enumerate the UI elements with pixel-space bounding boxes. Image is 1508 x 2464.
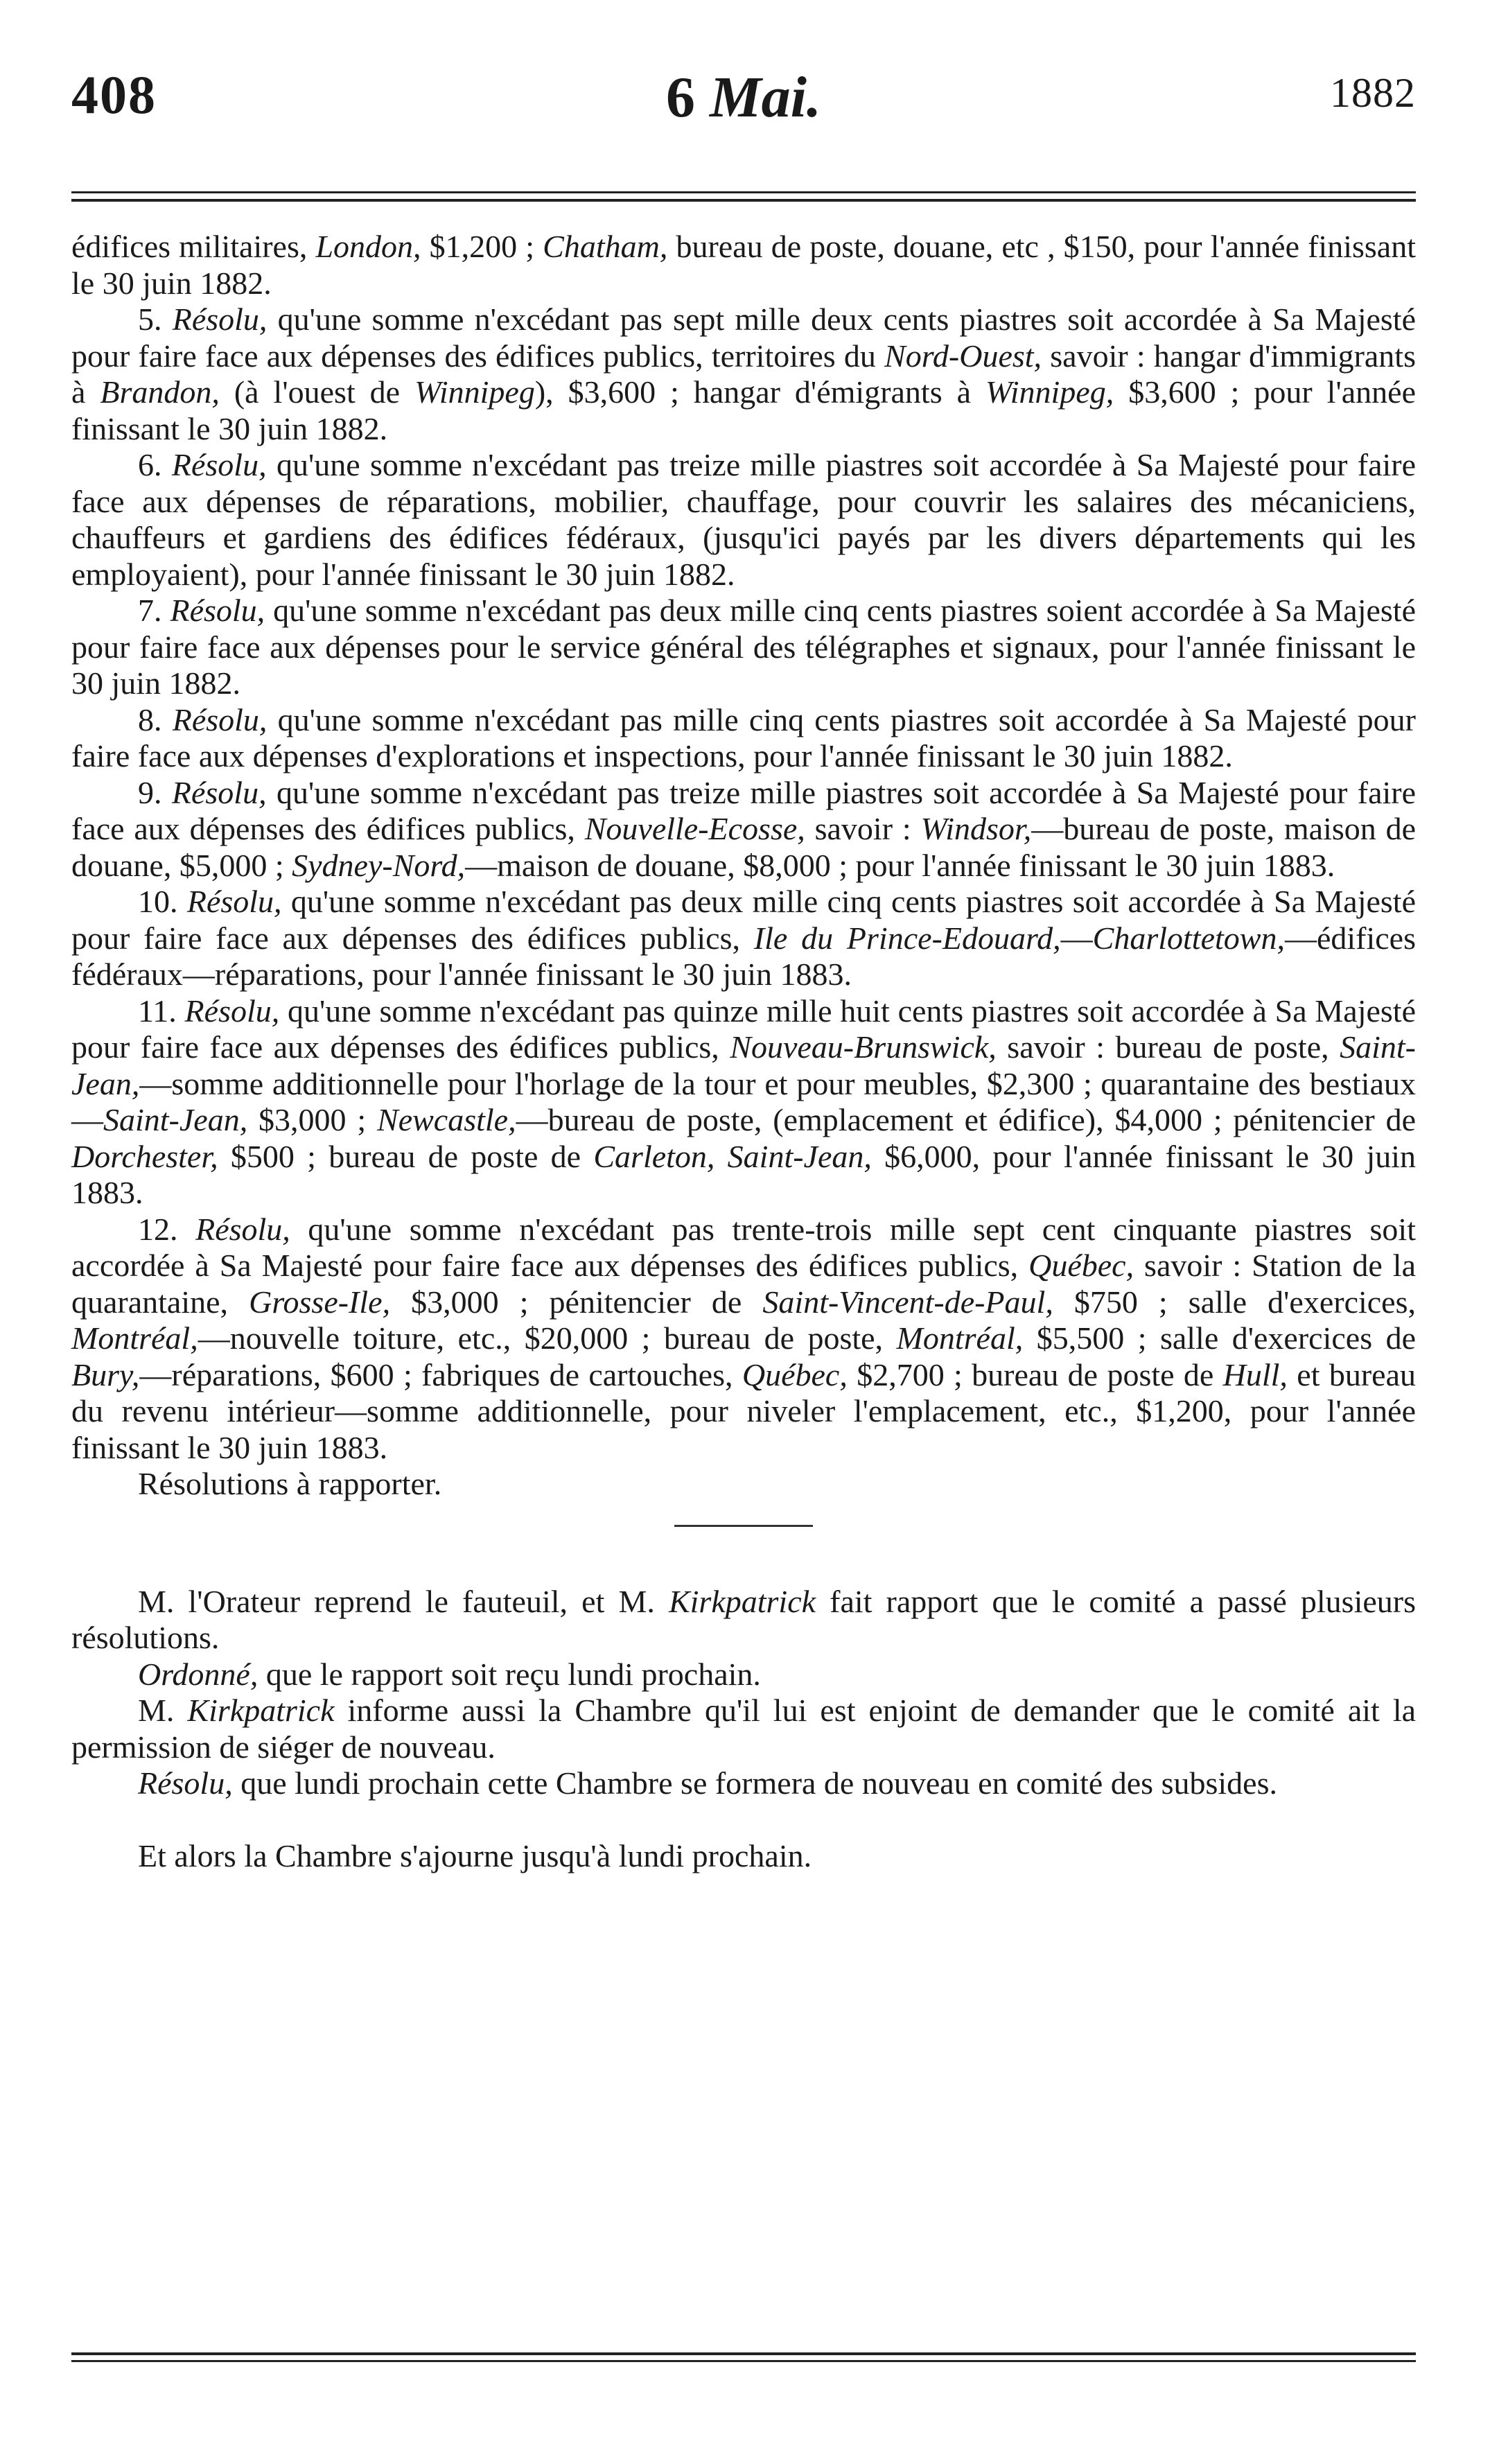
italic-run: Résolu, (172, 701, 268, 737)
italic-run: Résolu, (184, 993, 280, 1029)
resolution-6 (71, 447, 1416, 593)
paragraph-continuation (71, 229, 1416, 302)
italic-run: Winnipeg (414, 374, 535, 410)
text-run: —nouvelle toiture, etc., $20,000 ; bureau de poste, (198, 1320, 897, 1356)
italic-run: Résolu, (170, 593, 265, 628)
resolution-10 (71, 884, 1416, 993)
italic-run: Résolu, (186, 884, 282, 919)
text-run: —somme additionnelle pour l'horlage de la tour et pour meubles, $2,300 ; quarantaine des bestiaux— (71, 1065, 1416, 1137)
page-header (71, 64, 1416, 140)
italic-run: Résolu, (171, 774, 267, 810)
text-run: bureau de poste, douane, etc , $150, pour l'année finissant le 30 juin 1882. (71, 229, 1416, 301)
italic-run: Saint-Jean, (103, 1102, 248, 1137)
header-day: 6 (665, 65, 695, 130)
resolution-committee (71, 1765, 1416, 1802)
text-run: 11. (138, 993, 185, 1029)
text-run: qu'une somme n'excédant pas quinze mille huit cents piastres soit accordée à Sa Majesté pour faire face aux dépenses des édifices publics, (71, 993, 1417, 1065)
text-run: —réparations, $600 ; fabriques de cartouches, (139, 1356, 742, 1392)
italic-run: Résolu, (171, 447, 267, 482)
text-run: M. l'Orateur reprend le fauteuil, et M. (138, 1583, 669, 1619)
italic-run: Winnipeg, (985, 374, 1114, 410)
text-run: informe aussi la Chambre qu'il lui est enjoint de demander que le comité ait la permission de siéger de nouveau. (71, 1693, 1417, 1765)
text-run: 7. (138, 593, 170, 628)
section-separator (674, 1525, 813, 1527)
text-run: édifices militaires, (71, 229, 316, 264)
italic-run: Chatham, (543, 229, 668, 264)
text-run: Et alors la Chambre s'ajourne jusqu'à lundi prochain. (138, 1837, 812, 1873)
italic-run: Résolu, (172, 302, 268, 337)
italic-run: Québec, (1028, 1248, 1134, 1283)
header-date (71, 64, 1416, 131)
resolutions-to-report (71, 1466, 1416, 1503)
italic-run: Sydney-Nord, (292, 847, 466, 883)
text-run: $3,000 ; (247, 1102, 378, 1137)
adjournment (71, 1838, 1416, 1875)
speaker-report (71, 1584, 1416, 1657)
resolution-7 (71, 593, 1416, 702)
text-run: qu'une somme n'excédant pas deux mille cinq cents piastres soit accordée à Sa Majesté pour faire face aux dépenses des édifices publics, (71, 884, 1417, 956)
page-body (71, 229, 1416, 1874)
text-run: 5. (138, 302, 173, 337)
italic-run: Newcastle, (377, 1102, 516, 1137)
text-run: que lundi prochain cette Chambre se formera de nouveau en comité des subsides. (232, 1765, 1277, 1801)
text-run: $3,000 ; pénitencier de (390, 1284, 763, 1320)
text-run: Résolutions à rapporter. (138, 1466, 442, 1501)
italic-run: Dorchester, (71, 1138, 218, 1174)
italic-run: Hull, (1222, 1356, 1288, 1392)
text-run: 6. (138, 447, 172, 482)
page-number: 408 (71, 64, 157, 125)
italic-run: Québec, (742, 1356, 848, 1392)
text-run: $2,700 ; bureau de poste de (847, 1356, 1223, 1392)
text-run: 9. (138, 774, 172, 810)
spacer (71, 1802, 1416, 1838)
text-run: $500 ; bureau de poste de (218, 1138, 594, 1174)
footer-rule-double (71, 2360, 1416, 2362)
italic-run: Carleton, Saint-Jean, (593, 1138, 872, 1174)
text-run: que le rapport soit reçu lundi prochain. (258, 1656, 761, 1692)
order-report (71, 1657, 1416, 1693)
text-run: ), $3,600 ; hangar d'émigrants à (534, 374, 985, 410)
text-run: —maison de douane, $8,000 ; pour l'année finissant le 30 juin 1883. (465, 847, 1335, 883)
text-run: qu'une somme n'excédant pas treize mille piastres soit accordée à Sa Majesté pour faire face aux dépenses des édifices publics, (71, 774, 1416, 846)
italic-run: Montréal, (71, 1320, 198, 1356)
text-run: —bureau de poste, maison de douane, $5,000 ; (71, 811, 1417, 883)
italic-run: Résolu, (138, 1765, 233, 1801)
header-month: Mai. (709, 65, 822, 130)
text-run: M. (138, 1693, 188, 1728)
resolution-9 (71, 775, 1416, 884)
resolution-5 (71, 302, 1416, 447)
text-run: qu'une somme n'excédant pas sept mille deux cents piastres soit accordée à Sa Majesté pour faire face aux dépenses des édifices publics, territoires du (71, 302, 1417, 374)
italic-run: Grosse-Ile, (249, 1284, 391, 1320)
resolution-12 (71, 1212, 1416, 1467)
italic-run: Bury, (71, 1356, 140, 1392)
italic-run: London, (315, 229, 421, 264)
header-year: 1882 (1330, 70, 1416, 116)
italic-run: Brandon, (100, 374, 220, 410)
italic-run: Saint-Vincent-de-Paul, (762, 1284, 1053, 1320)
text-run: savoir : Station de la quarantaine, (71, 1248, 1416, 1320)
italic-run: Ordonné, (138, 1656, 258, 1692)
text-run: et bureau du revenu intérieur—somme additionnelle, pour niveler l'emplacement, etc., $1,200, pour l'année finissant le 30 juin 1883. (71, 1356, 1416, 1465)
italic-run: Résolu, (195, 1211, 290, 1247)
text-run: fait rapport que le comité a passé plusieurs résolutions. (71, 1583, 1416, 1655)
text-run: —bureau de poste, (emplacement et édifice), $4,000 ; pénitencier de (516, 1102, 1416, 1137)
text-run: $3,600 ; pour l'année finissant le 30 juin 1882. (71, 374, 1417, 446)
resolution-11 (71, 993, 1416, 1212)
italic-run: Montréal, (896, 1320, 1024, 1356)
text-run: qu'une somme n'excédant pas treize mille piastres soit accordée à Sa Majesté pour faire face aux dépenses de réparations, mobilier, chauffage, pour couvrir les salaires des mécaniciens, chauffeurs et gardiens des édifices fédéraux, (jusqu'ici payés par les divers départements qui les employaient), pour l'année finissant le 30 juin 1882. (71, 447, 1416, 592)
text-run: qu'une somme n'excédant pas deux mille cinq cents piastres soient accordée à Sa Majesté pour faire face aux dépenses pour le service général des télégraphes et signaux, pour l'année finissant le 30 juin 1882. (71, 593, 1417, 701)
italic-run: Saint-Jean, (71, 1029, 1416, 1101)
text-run: savoir : hangar d'immigrants à (71, 338, 1416, 410)
italic-run: Nord-Ouest, (884, 338, 1042, 374)
text-run: — (1060, 920, 1093, 956)
text-run: 12. (138, 1211, 196, 1247)
italic-run: Kirkpatrick (668, 1583, 816, 1619)
italic-run: Charlottetown, (1092, 920, 1285, 956)
italic-run: Nouvelle-Ecosse, (584, 811, 805, 846)
text-run: $5,500 ; salle d'exercices de (1023, 1320, 1416, 1356)
text-run: qu'une somme n'excédant pas mille cinq cents piastres soit accordée à Sa Majesté pour faire face aux dépenses d'explorations et inspections, pour l'année finissant le 30 juin 1882. (71, 701, 1417, 774)
text-run: (à l'ouest de (219, 374, 415, 410)
text-run: qu'une somme n'excédant pas trente-trois mille sept cent cinquante piastres soit accordée à Sa Majesté pour faire face aux dépenses des édifices publics, (71, 1211, 1416, 1283)
footer-rule (71, 2352, 1416, 2355)
text-run: $6,000, pour l'année finissant le 30 juin 1883. (71, 1138, 1417, 1210)
header-rule (71, 191, 1416, 193)
italic-run: Windsor, (920, 811, 1032, 846)
text-run: 10. (138, 884, 187, 919)
italic-run: Ile du Prince-Edouard, (753, 920, 1061, 956)
text-run: $1,200 ; (421, 229, 543, 264)
text-run: savoir : (805, 811, 921, 846)
text-run: 8. (138, 701, 173, 737)
resolution-8 (71, 702, 1416, 775)
italic-run: Kirkpatrick (187, 1693, 335, 1728)
header-rule-double (71, 199, 1416, 202)
text-run: —édifices fédéraux—réparations, pour l'année finissant le 30 juin 1883. (71, 920, 1416, 992)
text-run: savoir : bureau de poste, (996, 1029, 1340, 1065)
kirkpatrick-request (71, 1693, 1416, 1765)
text-run: $750 ; salle d'exercices, (1053, 1284, 1417, 1320)
italic-run: Nouveau-Brunswick, (730, 1029, 997, 1065)
